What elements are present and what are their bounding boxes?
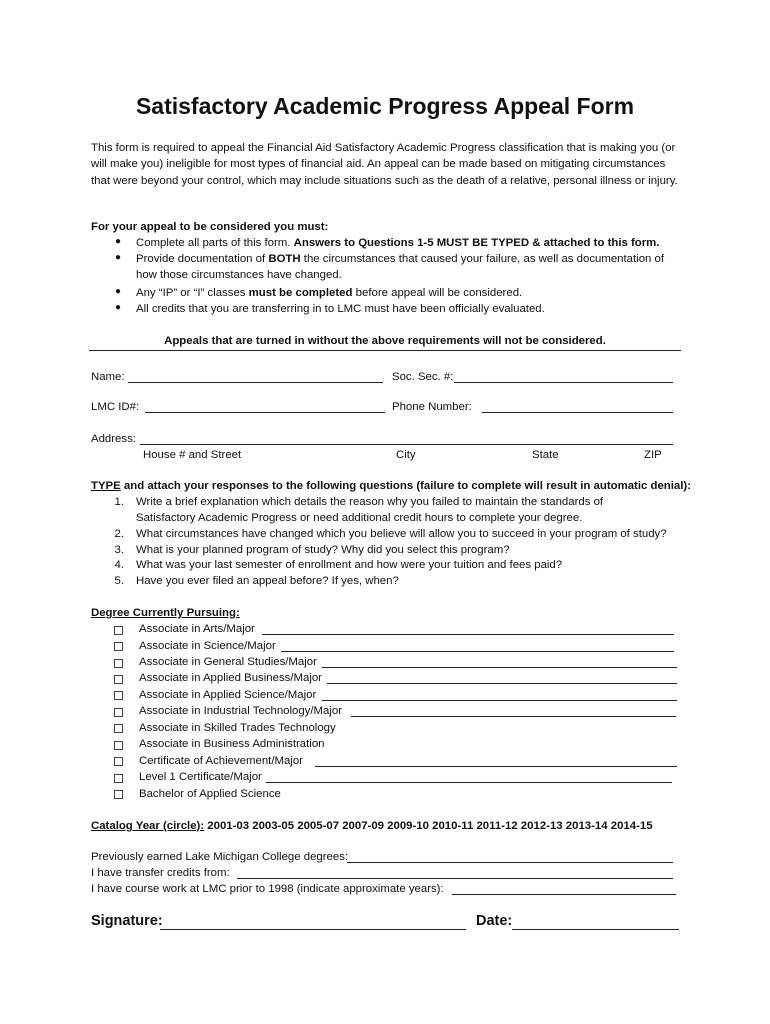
requirement-3: Any “IP” or “I” classes must be completed before appeal will be considered. bbox=[136, 287, 523, 299]
degree-option: Associate in General Studies/Major bbox=[139, 656, 317, 668]
question-number: 4. bbox=[114, 559, 124, 571]
requirement-1: Complete all parts of this form. Answers to Questions 1-5 MUST BE TYPED & attached to this form. bbox=[136, 237, 660, 249]
prior-degrees-label: Previously earned Lake Michigan College degrees: bbox=[91, 851, 349, 863]
degree-option: Associate in Science/Major bbox=[139, 640, 276, 652]
degree-option: Associate in Skilled Trades Technology bbox=[139, 722, 336, 734]
degree-major-input[interactable] bbox=[266, 782, 672, 783]
question-1-cont: Satisfactory Academic Progress or need additional credit hours to complete your degree. bbox=[136, 512, 583, 524]
lmc-id-input[interactable] bbox=[145, 412, 385, 413]
lmc-id-label: LMC ID#: bbox=[91, 401, 140, 413]
degree-option: Associate in Applied Business/Major bbox=[139, 672, 322, 684]
degree-checkbox[interactable] bbox=[114, 659, 123, 668]
degree-checkbox[interactable] bbox=[114, 741, 123, 750]
date-label: Date: bbox=[476, 913, 513, 929]
transfer-credits-label: I have transfer credits from: bbox=[91, 867, 230, 879]
question-number: 3. bbox=[114, 544, 124, 556]
question-3: What is your planned program of study? Why did you select this program? bbox=[136, 544, 510, 556]
questions-heading: TYPE and attach your responses to the following questions (failure to complete will result in automatic denial): bbox=[91, 480, 692, 492]
requirement-2-cont: how those circumstances have changed. bbox=[136, 269, 342, 281]
question-2: What circumstances have changed which you believe will allow you to succeed in your program of study? bbox=[136, 528, 667, 540]
bullet-icon: ● bbox=[115, 302, 122, 313]
signature-label: Signature: bbox=[91, 913, 163, 929]
address-zip-caption: ZIP bbox=[644, 449, 662, 461]
degree-major-input[interactable] bbox=[315, 766, 677, 767]
prior-coursework-input[interactable] bbox=[452, 894, 676, 895]
degree-option: Bachelor of Applied Science bbox=[139, 788, 281, 800]
degree-checkbox[interactable] bbox=[114, 757, 123, 766]
degree-checkbox[interactable] bbox=[114, 691, 123, 700]
signature-input[interactable] bbox=[160, 929, 466, 930]
degree-major-input[interactable] bbox=[281, 651, 674, 652]
date-input[interactable] bbox=[512, 929, 679, 930]
address-state-caption: State bbox=[532, 449, 559, 461]
degree-checkbox[interactable] bbox=[114, 626, 123, 635]
bullet-icon: ● bbox=[115, 236, 122, 247]
degree-major-input[interactable] bbox=[327, 683, 677, 684]
question-4: What was your last semester of enrollment and how were your tuition and fees paid? bbox=[136, 559, 563, 571]
question-1: Write a brief explanation which details the reason why you failed to maintain the standards of bbox=[136, 496, 604, 508]
phone-label: Phone Number: bbox=[392, 401, 472, 413]
degree-major-input[interactable] bbox=[351, 716, 676, 717]
bullet-icon: ● bbox=[115, 252, 122, 263]
degree-checkbox[interactable] bbox=[114, 724, 123, 733]
address-label: Address: bbox=[91, 433, 136, 445]
degree-option: Associate in Applied Science/Major bbox=[139, 689, 317, 701]
degree-major-input[interactable] bbox=[262, 634, 674, 635]
ssn-input[interactable] bbox=[454, 382, 673, 383]
degree-heading: Degree Currently Pursuing: bbox=[91, 607, 240, 619]
address-house-caption: House # and Street bbox=[143, 449, 242, 461]
degree-option: Associate in Arts/Major bbox=[139, 623, 255, 635]
bullet-icon: ● bbox=[115, 286, 122, 297]
prior-coursework-label: I have course work at LMC prior to 1998 (indicate approximate years): bbox=[91, 883, 444, 895]
section-divider bbox=[89, 350, 681, 351]
degree-checkbox[interactable] bbox=[114, 708, 123, 717]
catalog-year-row: Catalog Year (circle): 2001-03 2003-05 2005-07 2007-09 2009-10 2010-11 2011-12 2012-13 2013-14 2014-15 bbox=[91, 820, 653, 832]
degree-option: Associate in Industrial Technology/Major bbox=[139, 705, 343, 717]
phone-input[interactable] bbox=[482, 412, 673, 413]
degree-major-input[interactable] bbox=[322, 667, 677, 668]
question-number: 5. bbox=[114, 575, 124, 587]
name-input[interactable] bbox=[128, 382, 383, 383]
address-city-caption: City bbox=[396, 449, 416, 461]
degree-checkbox[interactable] bbox=[114, 790, 123, 799]
address-input[interactable] bbox=[140, 444, 673, 445]
degree-option: Level 1 Certificate/Major bbox=[139, 771, 262, 783]
question-number: 1. bbox=[114, 496, 124, 508]
degree-checkbox[interactable] bbox=[114, 642, 123, 651]
question-number: 2. bbox=[114, 528, 124, 540]
degree-option: Associate in Business Administration bbox=[139, 738, 325, 750]
requirements-warning: Appeals that are turned in without the above requirements will not be considered. bbox=[164, 335, 606, 347]
requirement-2: Provide documentation of BOTH the circumstances that caused your failure, as well as documentation of bbox=[136, 253, 665, 265]
degree-checkbox[interactable] bbox=[114, 774, 123, 783]
form-title: Satisfactory Academic Progress Appeal Form bbox=[135, 93, 635, 119]
name-label: Name: bbox=[91, 371, 125, 383]
requirements-heading: For your appeal to be considered you must: bbox=[91, 221, 329, 233]
degree-major-input[interactable] bbox=[322, 700, 677, 701]
degree-checkbox[interactable] bbox=[114, 675, 123, 684]
prior-degrees-input[interactable] bbox=[347, 862, 673, 863]
requirement-4: All credits that you are transferring in to LMC must have been officially evaluated. bbox=[136, 303, 545, 315]
question-5: Have you ever filed an appeal before? If yes, when? bbox=[136, 575, 399, 587]
degree-option: Certificate of Achievement/Major bbox=[139, 755, 303, 767]
intro-paragraph: This form is required to appeal the Financial Aid Satisfactory Academic Progress classification that is making you (or will make you) ineligible for most types of financial aid. An appeal can be made based on mitigating circumstances that were beyond your control, which may include situations such as the death of a relative, personal illness or injury. bbox=[91, 142, 678, 187]
ssn-label: Soc. Sec. #: bbox=[392, 371, 454, 383]
transfer-credits-input[interactable] bbox=[237, 878, 673, 879]
